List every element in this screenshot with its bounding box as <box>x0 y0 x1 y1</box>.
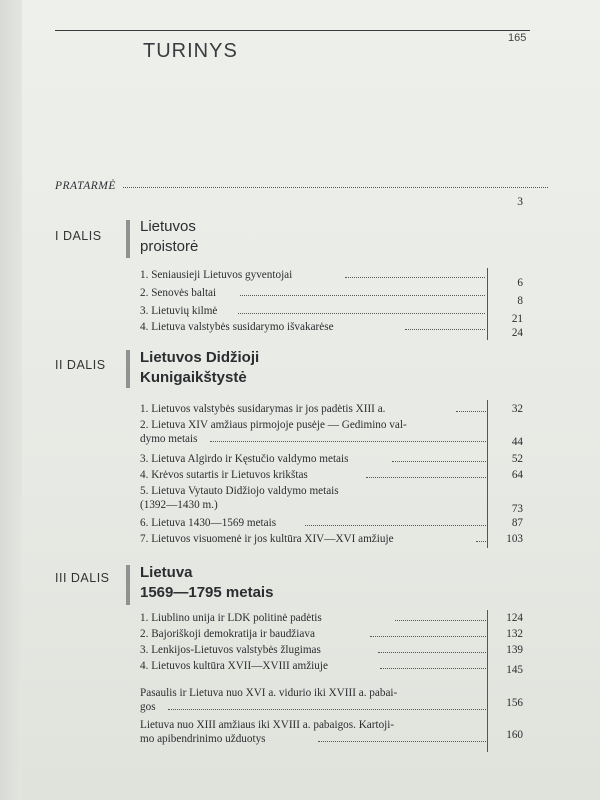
toc-entry <box>140 659 523 676</box>
part-title <box>140 217 198 257</box>
entry-title-continued: (1392—1430 m.) <box>140 499 218 511</box>
entry-title: 3. Lenkijos-Lietuvos valstybės žlugimas <box>140 644 321 656</box>
entry-title: 3. Lietuva Algirdo ir Kęstučio valdymo metais <box>140 453 349 465</box>
part-title <box>140 563 273 603</box>
toc-entry <box>140 468 523 482</box>
toc-entry <box>140 418 523 448</box>
dot-leader <box>123 187 548 188</box>
entry-title: 1. Lietuvos valstybės susidarymas ir jos padėtis XIII a. <box>140 403 386 415</box>
dot-leader <box>210 441 486 442</box>
page-column-rule <box>487 268 488 340</box>
dot-leader <box>392 461 486 462</box>
toc-entry-extra <box>140 718 523 748</box>
entry-page-number: 132 <box>506 628 523 640</box>
entry-title: 4. Lietuvos kultūra XVII—XVIII amžiuje <box>140 660 328 672</box>
entry-title: Pasaulis ir Lietuva nuo XVI a. vidurio iki XVIII a. pabai- <box>140 687 398 699</box>
entry-title: 7. Lietuvos visuomenė ir jos kultūra XIV—XVI amžiuje <box>140 533 394 545</box>
dot-leader <box>345 277 485 278</box>
entry-page-number: 21 <box>511 313 523 325</box>
part-title-line: 1569—1795 metais <box>140 584 274 601</box>
part-title-line: proistorė <box>140 238 199 255</box>
page-number: 165 <box>508 32 527 44</box>
dot-leader <box>168 709 486 710</box>
entry-page-number: 64 <box>511 469 523 481</box>
entry-page-number: 156 <box>506 697 523 709</box>
part-label: III DALIS <box>55 571 110 585</box>
dot-leader <box>456 411 486 412</box>
dot-leader <box>380 668 486 669</box>
dot-leader <box>395 620 486 621</box>
toc-entry <box>140 452 523 466</box>
entry-title: 3. Lietuvių kilmė <box>140 305 218 317</box>
page-column-rule <box>487 610 488 752</box>
toc-entry <box>140 304 523 325</box>
dot-leader <box>405 329 485 330</box>
entry-page-number: 32 <box>511 403 523 415</box>
entry-page-number: 52 <box>511 453 523 465</box>
toc-entry <box>140 402 523 416</box>
dot-leader <box>370 636 486 637</box>
entry-page-number: 160 <box>506 729 523 741</box>
part-label: I DALIS <box>55 229 102 243</box>
toc-entry <box>140 320 523 339</box>
part-title <box>140 348 259 388</box>
entry-title: 4. Lietuva valstybės susidarymo išvakarėse <box>140 321 334 333</box>
toc-entry <box>140 268 523 289</box>
dot-leader <box>318 741 486 742</box>
entry-page-number: 6 <box>517 277 523 289</box>
part-label: II DALIS <box>55 358 106 372</box>
entry-page-number: 139 <box>506 644 523 656</box>
entry-title: 1. Seniausieji Lietuvos gyventojai <box>140 269 293 281</box>
dot-leader <box>238 313 485 314</box>
entry-page-number: 87 <box>511 517 523 529</box>
entry-title: 6. Lietuva 1430—1569 metais <box>140 517 277 529</box>
toc-entry <box>140 484 523 514</box>
toc-entry <box>140 516 523 530</box>
part-marker-bar <box>126 220 130 258</box>
entry-page-number: 145 <box>506 664 523 676</box>
dot-leader <box>476 541 486 542</box>
entry-page-number: 44 <box>511 436 523 448</box>
part-title-line: Kunigaikštystė <box>140 369 247 386</box>
entry-page-number: 73 <box>511 503 523 515</box>
part-title-line: Lietuvos <box>140 218 196 235</box>
entry-title-continued: mo apibendrinimo užduotys <box>140 733 266 745</box>
part-title-line: Lietuva <box>140 564 193 581</box>
entry-title: 4. Krėvos sutartis ir Lietuvos krikštas <box>140 469 308 481</box>
preface-label: PRATARMĖ <box>55 180 116 192</box>
part-marker-bar <box>126 350 130 388</box>
dot-leader <box>240 295 485 296</box>
part-marker-bar <box>126 565 130 605</box>
page-binding-edge <box>0 0 22 800</box>
toc-entry <box>140 286 523 307</box>
entry-title: 2. Senovės baltai <box>140 287 217 299</box>
toc-entry <box>140 532 523 546</box>
entry-title: 2. Lietuva XIV amžiaus pirmojoje pusėje — Gedimino val- <box>140 419 407 431</box>
header-rule <box>55 30 530 31</box>
dot-leader <box>366 477 486 478</box>
entry-page-number: 103 <box>506 533 523 545</box>
entry-title-continued: gos <box>140 701 156 713</box>
entry-page-number: 24 <box>511 327 523 339</box>
toc-preface-entry <box>55 180 523 210</box>
toc-entry-extra <box>140 686 523 716</box>
page-title: TURINYS <box>143 40 238 62</box>
entry-title: 2. Bajoriškoji demokratija ir baudžiava <box>140 628 315 640</box>
toc-entry <box>140 627 523 641</box>
page-column-rule <box>487 400 488 548</box>
entry-page-number: 8 <box>517 295 523 307</box>
dot-leader <box>305 525 486 526</box>
entry-title-continued: dymo metais <box>140 433 198 445</box>
toc-entry <box>140 611 523 625</box>
dot-leader <box>378 652 486 653</box>
entry-title: 1. Liublino unija ir LDK politinė padėtis <box>140 612 322 624</box>
toc-entry <box>140 643 523 657</box>
preface-page-number: 3 <box>517 196 523 208</box>
entry-title: 5. Lietuva Vytauto Didžiojo valdymo metais <box>140 485 339 497</box>
part-title-line: Lietuvos Didžioji <box>140 349 260 366</box>
entry-title: Lietuva nuo XIII amžiaus iki XVIII a. pabaigos. Kartoji- <box>140 719 395 731</box>
entry-page-number: 124 <box>506 612 523 624</box>
